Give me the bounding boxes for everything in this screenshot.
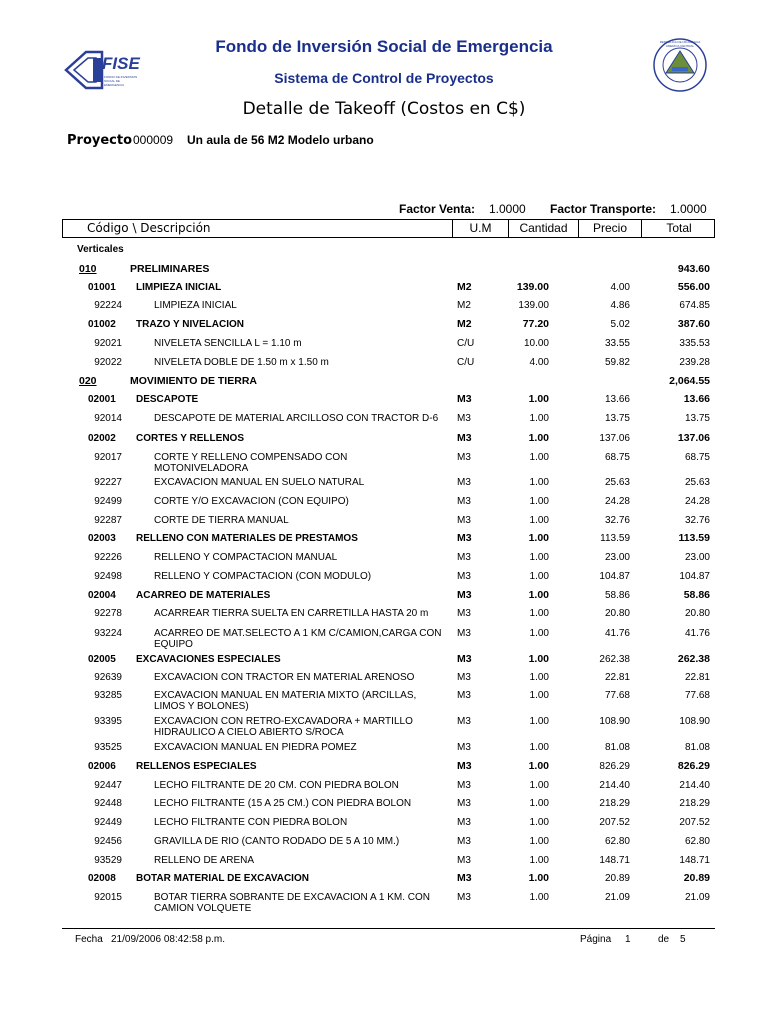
row-um: M3 (457, 872, 472, 884)
row-description: EXCAVACION MANUAL EN SUELO NATURAL (154, 477, 365, 488)
row-precio: 108.90 (599, 716, 630, 727)
row-cantidad: 1.00 (529, 515, 549, 526)
row-cantidad: 1.00 (529, 413, 549, 424)
row-total: 674.85 (679, 300, 710, 311)
row-description: CORTE Y/O EXCAVACION (CON EQUIPO) (154, 496, 349, 507)
row-um: M3 (457, 496, 471, 507)
row-code: 93285 (94, 690, 122, 701)
fise-logo-subtext: FONDO DE INVERSION SOCIAL DE EMERGENCIA (104, 75, 138, 87)
row-total: 21.09 (684, 892, 710, 903)
row-um: M2 (457, 300, 471, 311)
project-label: Proyecto (67, 133, 133, 148)
row-cantidad: 1.00 (529, 716, 549, 727)
row-total: 77.68 (684, 690, 710, 701)
row-description: CORTE Y RELLENO COMPENSADO CON MOTONIVELADORA (154, 452, 348, 474)
row-cantidad: 1.00 (529, 552, 549, 563)
row-cantidad: 1.00 (529, 496, 549, 507)
row-code: 92017 (94, 452, 122, 463)
row-total: 113.59 (678, 532, 710, 544)
row-total: 58.86 (683, 589, 710, 601)
row-description: PRELIMINARES (130, 263, 210, 275)
row-precio: 58.86 (604, 590, 630, 601)
factor-venta-label: Factor Venta: (399, 202, 476, 216)
row-description: ACARREAR TIERRA SUELTA EN CARRETILLA HASTA 20 m (154, 608, 429, 619)
row-precio: 826.29 (599, 761, 630, 772)
row-um: M3 (457, 690, 471, 701)
row-total: 13.75 (684, 413, 710, 424)
row-code: 92226 (94, 552, 122, 563)
row-precio: 104.87 (599, 571, 630, 582)
row-code: 92015 (94, 892, 122, 903)
row-code: 02006 (88, 761, 116, 772)
row-precio: 81.08 (604, 742, 630, 753)
row-code: 92447 (94, 780, 122, 791)
row-description: DESCAPOTE (136, 394, 199, 405)
row-precio: 214.40 (599, 780, 630, 791)
report-title: Detalle de Takeoff (Costos en C$) (242, 99, 526, 119)
row-code: 02004 (88, 590, 116, 601)
org-title: Fondo de Inversión Social de Emergencia (215, 37, 553, 56)
row-precio: 4.00 (610, 282, 630, 293)
row-um: M3 (457, 892, 471, 903)
row-code: 92498 (94, 571, 122, 582)
header-cantidad: Cantidad (508, 220, 578, 237)
row-um: M3 (457, 608, 471, 619)
row-cantidad: 4.00 (529, 357, 549, 368)
row-total: 23.00 (684, 552, 710, 563)
row-cantidad: 1.00 (528, 589, 549, 601)
header-total: Total (641, 220, 716, 237)
row-code: 93525 (94, 742, 122, 753)
row-total: 25.63 (684, 477, 710, 488)
row-description: MOVIMIENTO DE TIERRA (130, 375, 257, 387)
row-cantidad: 1.00 (529, 690, 549, 701)
row-code: 020 (79, 375, 97, 387)
row-cantidad: 1.00 (528, 532, 549, 544)
row-precio: 5.02 (610, 319, 630, 330)
row-cantidad: 1.00 (528, 432, 549, 444)
row-cantidad: 1.00 (529, 571, 549, 582)
table-header (62, 219, 715, 238)
row-precio: 20.89 (604, 873, 630, 884)
row-precio: 59.82 (604, 357, 630, 368)
row-cantidad: 1.00 (528, 760, 549, 772)
row-description: ACARREO DE MAT.SELECTO A 1 KM C/CAMION,CARGA CON EQUIPO (154, 628, 442, 650)
row-description: LECHO FILTRANTE (15 A 25 CM.) CON PIEDRA BOLON (154, 798, 412, 809)
row-description: NIVELETA SENCILLA L = 1.10 m (154, 338, 302, 349)
row-precio: 68.75 (604, 452, 630, 463)
footer-de-label: de (658, 934, 670, 945)
row-cantidad: 10.00 (523, 338, 549, 349)
row-total: 239.28 (679, 357, 710, 368)
row-um: M3 (457, 515, 471, 526)
row-um: M3 (457, 571, 471, 582)
row-precio: 4.86 (610, 300, 630, 311)
factor-transporte-value: 1.0000 (670, 202, 707, 216)
row-cantidad: 1.00 (529, 742, 549, 753)
row-um: M3 (457, 413, 471, 424)
row-um: M3 (457, 855, 471, 866)
row-um: M3 (457, 780, 471, 791)
row-um: C/U (457, 338, 475, 349)
row-total: 826.29 (677, 760, 710, 772)
row-description: CORTES Y RELLENOS (136, 433, 244, 444)
row-code: 92227 (94, 477, 122, 488)
row-description: ACARREO DE MATERIALES (136, 590, 271, 601)
row-precio: 22.81 (604, 672, 630, 683)
row-description: RELLENOS ESPECIALES (136, 761, 257, 772)
row-total: 2,064.55 (669, 375, 710, 387)
row-total: 24.28 (684, 496, 710, 507)
row-total: 81.08 (684, 742, 710, 753)
row-description: LECHO FILTRANTE CON PIEDRA BOLON (154, 817, 348, 828)
row-total: 214.40 (679, 780, 710, 791)
row-code: 92448 (94, 798, 122, 809)
row-total: 207.52 (679, 817, 710, 828)
section-label: Verticales (77, 244, 124, 255)
row-precio: 24.28 (604, 496, 630, 507)
row-description: EXCAVACION MANUAL EN MATERIA MIXTO (ARCILLAS, LIMOS Y BOLONES) (154, 690, 417, 712)
row-description: RELLENO CON MATERIALES DE PRESTAMOS (136, 533, 358, 544)
row-um: M3 (457, 628, 471, 639)
row-total: 32.76 (684, 515, 710, 526)
header-um: U.M (452, 220, 508, 237)
header-precio: Precio (578, 220, 641, 237)
row-cantidad: 1.00 (529, 836, 549, 847)
row-description: EXCAVACION MANUAL EN PIEDRA POMEZ (154, 742, 357, 753)
row-description: DESCAPOTE DE MATERIAL ARCILLOSO CON TRACTOR D-6 (154, 413, 439, 424)
row-cantidad: 1.00 (529, 855, 549, 866)
row-description: RELLENO DE ARENA (154, 855, 255, 866)
row-um: M2 (457, 318, 472, 330)
row-total: 68.75 (684, 452, 710, 463)
row-code: 92014 (94, 413, 122, 424)
row-um: M3 (457, 432, 472, 444)
row-precio: 148.71 (599, 855, 630, 866)
row-cantidad: 1.00 (529, 452, 549, 463)
row-cantidad: 77.20 (522, 318, 549, 330)
row-um: M3 (457, 760, 472, 772)
row-description: RELLENO Y COMPACTACION MANUAL (154, 552, 338, 563)
row-precio: 262.38 (599, 654, 630, 665)
row-precio: 113.59 (600, 533, 630, 544)
row-total: 13.66 (683, 393, 710, 405)
row-um: M3 (457, 672, 471, 683)
row-total: 108.90 (679, 716, 710, 727)
row-cantidad: 1.00 (528, 872, 549, 884)
row-description: BOTAR TIERRA SOBRANTE DE EXCAVACION A 1 KM. CON CAMION VOLQUETE (154, 892, 430, 914)
row-total: 335.53 (679, 338, 710, 349)
row-description: BOTAR MATERIAL DE EXCAVACION (136, 873, 309, 884)
row-description: GRAVILLA DE RIO (CANTO RODADO DE 5 A 10 MM.) (154, 836, 400, 847)
row-precio: 33.55 (604, 338, 630, 349)
fise-logo-text: FISE (102, 54, 140, 73)
row-um: M3 (457, 552, 471, 563)
row-um: M3 (457, 817, 471, 828)
row-description: RELLENO Y COMPACTACION (CON MODULO) (154, 571, 372, 582)
row-precio: 20.80 (604, 608, 630, 619)
row-um: M3 (457, 798, 471, 809)
row-description: TRAZO Y NIVELACION (136, 319, 244, 330)
row-precio: 23.00 (604, 552, 630, 563)
row-code: 93224 (94, 628, 122, 639)
row-um: M3 (457, 589, 472, 601)
project-name: Un aula de 56 M2 Modelo urbano (187, 133, 374, 147)
footer-fecha-label: Fecha (75, 934, 103, 945)
row-total: 218.29 (679, 798, 710, 809)
row-total: 22.81 (684, 672, 710, 683)
row-code: 92449 (94, 817, 122, 828)
row-cantidad: 1.00 (529, 477, 549, 488)
footer-divider (62, 928, 715, 929)
footer-pagina-value: 1 (625, 934, 631, 945)
row-um: M3 (457, 742, 471, 753)
row-total: 262.38 (677, 653, 710, 665)
row-precio: 41.76 (604, 628, 630, 639)
row-um: M3 (457, 477, 471, 488)
row-code: 02008 (88, 873, 116, 884)
row-cantidad: 139.00 (518, 300, 549, 311)
row-cantidad: 139.00 (516, 281, 549, 293)
row-code: 02002 (88, 433, 116, 444)
row-description: NIVELETA DOBLE DE 1.50 m x 1.50 m (154, 357, 329, 368)
row-precio: 218.29 (599, 798, 630, 809)
row-code: 92224 (94, 300, 122, 311)
row-um: M3 (457, 393, 472, 405)
row-total: 556.00 (677, 281, 710, 293)
row-total: 62.80 (684, 836, 710, 847)
footer-fecha-value: 21/09/2006 08:42:58 p.m. (111, 934, 225, 945)
row-total: 943.60 (677, 263, 710, 275)
row-precio: 21.09 (604, 892, 630, 903)
row-cantidad: 1.00 (529, 798, 549, 809)
row-um: M3 (457, 716, 471, 727)
row-code: 02001 (88, 394, 116, 405)
footer-pagina-label: Página (580, 934, 612, 945)
row-total: 104.87 (679, 571, 710, 582)
row-um: M3 (457, 452, 471, 463)
row-precio: 13.66 (604, 394, 630, 405)
seal-text: REPUBLICA DE NICARAGUA AMERICA CENTRAL (659, 40, 701, 48)
row-cantidad: 1.00 (529, 780, 549, 791)
row-code: 93395 (94, 716, 122, 727)
row-code: 92456 (94, 836, 122, 847)
row-precio: 77.68 (604, 690, 630, 701)
row-um: C/U (457, 357, 475, 368)
row-precio: 207.52 (599, 817, 630, 828)
row-code: 01002 (88, 319, 116, 330)
row-total: 20.80 (684, 608, 710, 619)
row-cantidad: 1.00 (529, 672, 549, 683)
row-code: 92499 (94, 496, 122, 507)
row-code: 92287 (94, 515, 122, 526)
system-title: Sistema de Control de Proyectos (274, 70, 494, 86)
row-code: 02005 (88, 654, 116, 665)
row-total: 20.89 (683, 872, 710, 884)
row-cantidad: 1.00 (528, 653, 549, 665)
row-precio: 32.76 (604, 515, 630, 526)
row-code: 93529 (94, 855, 122, 866)
row-code: 92022 (94, 357, 122, 368)
row-description: CORTE DE TIERRA MANUAL (154, 515, 289, 526)
row-code: 02003 (88, 533, 116, 544)
row-cantidad: 1.00 (528, 393, 549, 405)
factor-venta-value: 1.0000 (489, 202, 526, 216)
row-um: M3 (457, 532, 472, 544)
footer-total-pages: 5 (680, 934, 686, 945)
row-total: 41.76 (684, 628, 710, 639)
row-precio: 137.06 (599, 433, 630, 444)
row-code: 01001 (88, 282, 116, 293)
row-precio: 13.75 (604, 413, 630, 424)
row-precio: 25.63 (604, 477, 630, 488)
row-code: 92278 (94, 608, 122, 619)
row-cantidad: 1.00 (529, 817, 549, 828)
row-total: 387.60 (677, 318, 710, 330)
row-precio: 62.80 (604, 836, 630, 847)
row-code: 92639 (94, 672, 122, 683)
row-description: LECHO FILTRANTE DE 20 CM. CON PIEDRA BOLON (154, 780, 399, 791)
row-code: 010 (79, 263, 97, 275)
factor-transporte-label: Factor Transporte: (550, 202, 657, 216)
row-um: M2 (457, 281, 472, 293)
row-description: EXCAVACION CON RETRO-EXCAVADORA + MARTILLO HIDRAULICO A CIELO ABIERTO S/ROCA (154, 716, 413, 738)
row-total: 137.06 (677, 432, 710, 444)
row-cantidad: 1.00 (529, 892, 549, 903)
row-description: LIMPIEZA INICIAL (136, 282, 222, 293)
row-um: M3 (457, 653, 472, 665)
row-um: M3 (457, 836, 471, 847)
row-cantidad: 1.00 (529, 628, 549, 639)
row-description: LIMPIEZA INICIAL (154, 300, 237, 311)
row-description: EXCAVACIONES ESPECIALES (136, 654, 281, 665)
project-code: 000009 (133, 133, 174, 147)
row-cantidad: 1.00 (529, 608, 549, 619)
row-description: EXCAVACION CON TRACTOR EN MATERIAL ARENOSO (154, 672, 415, 683)
row-total: 148.71 (679, 855, 710, 866)
row-code: 92021 (94, 338, 122, 349)
header-codigo: Código \ Descripción (87, 221, 211, 235)
